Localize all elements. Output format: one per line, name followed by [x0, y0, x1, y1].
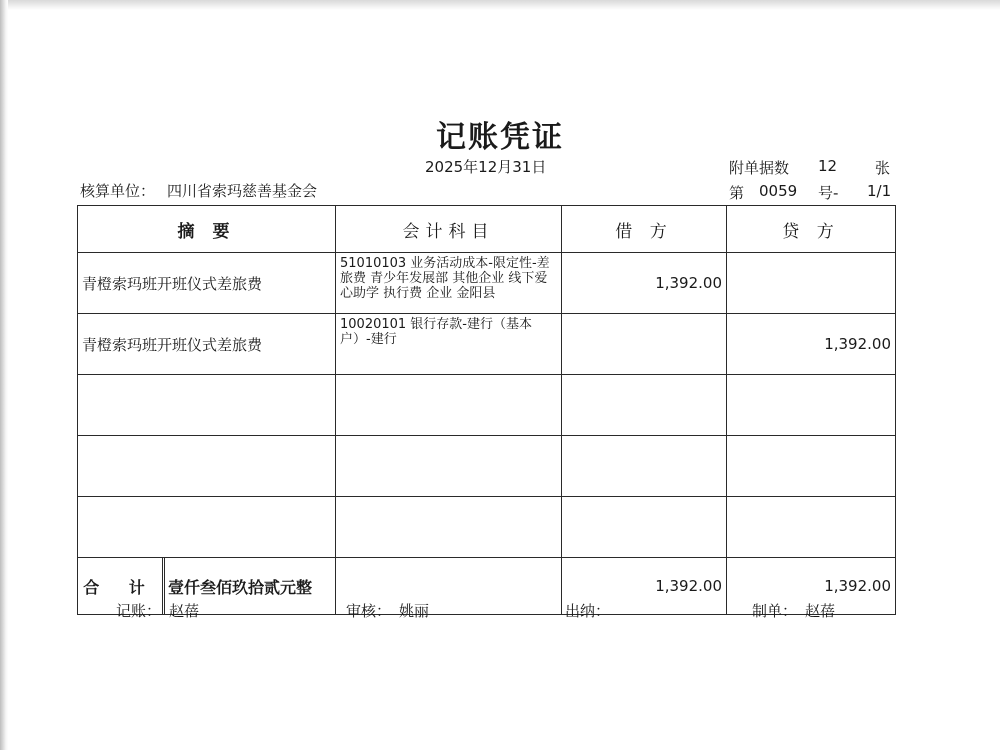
total-debit: 1,392.00 — [562, 558, 727, 615]
reviewer-label: 审核： — [346, 602, 392, 620]
voucher-date: 2025年12月31日 — [425, 158, 547, 176]
attachment-unit: 张 — [875, 159, 891, 177]
debit-cell — [562, 436, 727, 497]
table-header — [78, 206, 896, 253]
voucher-number — [729, 182, 892, 203]
bookkeeper-signature — [116, 600, 199, 621]
accounting-unit-label: 核算单位： — [80, 182, 156, 200]
reviewer-name: 姚丽 — [399, 602, 430, 620]
debit-cell — [562, 375, 727, 436]
summary-cell — [78, 375, 336, 436]
accounting-unit — [80, 180, 317, 201]
voucher-suffix: 号- — [818, 184, 839, 202]
header-credit: 贷 方 — [727, 206, 896, 253]
reviewer-signature — [346, 600, 429, 621]
header-account: 会计科目 — [336, 206, 562, 253]
preparer-signature — [752, 600, 835, 621]
table-row — [78, 253, 896, 314]
table-row — [78, 375, 896, 436]
debit-cell — [562, 497, 727, 558]
voucher-title: 记账凭证 — [436, 120, 564, 155]
table-row — [78, 436, 896, 497]
voucher-prefix: 第 — [729, 184, 745, 202]
bookkeeper-label: 记账： — [116, 602, 162, 620]
credit-cell — [727, 253, 896, 314]
debit-cell — [562, 314, 727, 375]
voucher-number-value: 0059 — [759, 182, 798, 200]
summary-cell — [78, 436, 336, 497]
attachment-count — [729, 157, 891, 178]
attachment-number: 12 — [818, 157, 838, 175]
voucher-page: 1/1 — [867, 182, 892, 200]
credit-cell — [727, 436, 896, 497]
account-cell: 51010103 业务活动成本-限定性-差旅费 青少年发展部 其他企业 线下爱心助学 执行费 企业 金阳县 — [336, 253, 562, 314]
total-label: 合 计 — [78, 558, 165, 614]
bookkeeper-name: 赵蓓 — [169, 602, 200, 620]
credit-cell — [727, 375, 896, 436]
cashier-label: 出纳： — [565, 602, 611, 620]
account-cell — [336, 375, 562, 436]
voucher-table — [77, 205, 896, 615]
summary-cell: 青橙索玛班开班仪式差旅费 — [78, 253, 336, 314]
summary-cell: 青橙索玛班开班仪式差旅费 — [78, 314, 336, 375]
preparer-name: 赵蓓 — [805, 602, 836, 620]
total-credit: 1,392.00 — [727, 558, 896, 615]
cashier-signature — [565, 600, 618, 621]
account-cell — [336, 436, 562, 497]
credit-cell: 1,392.00 — [727, 314, 896, 375]
account-cell — [336, 497, 562, 558]
preparer-label: 制单： — [752, 602, 798, 620]
header-summary: 摘 要 — [78, 206, 336, 253]
summary-cell — [78, 497, 336, 558]
header-debit: 借 方 — [562, 206, 727, 253]
table-row — [78, 314, 896, 375]
scan-edge — [0, 0, 1000, 10]
attachment-label: 附单据数 — [729, 159, 790, 177]
account-cell: 10020101 银行存款-建行（基本户）-建行 — [336, 314, 562, 375]
accounting-unit-name: 四川省索玛慈善基金会 — [167, 182, 318, 200]
debit-cell: 1,392.00 — [562, 253, 727, 314]
total-words: 壹仟叁佰玖拾贰元整 — [168, 577, 313, 597]
credit-cell — [727, 497, 896, 558]
table-row — [78, 497, 896, 558]
